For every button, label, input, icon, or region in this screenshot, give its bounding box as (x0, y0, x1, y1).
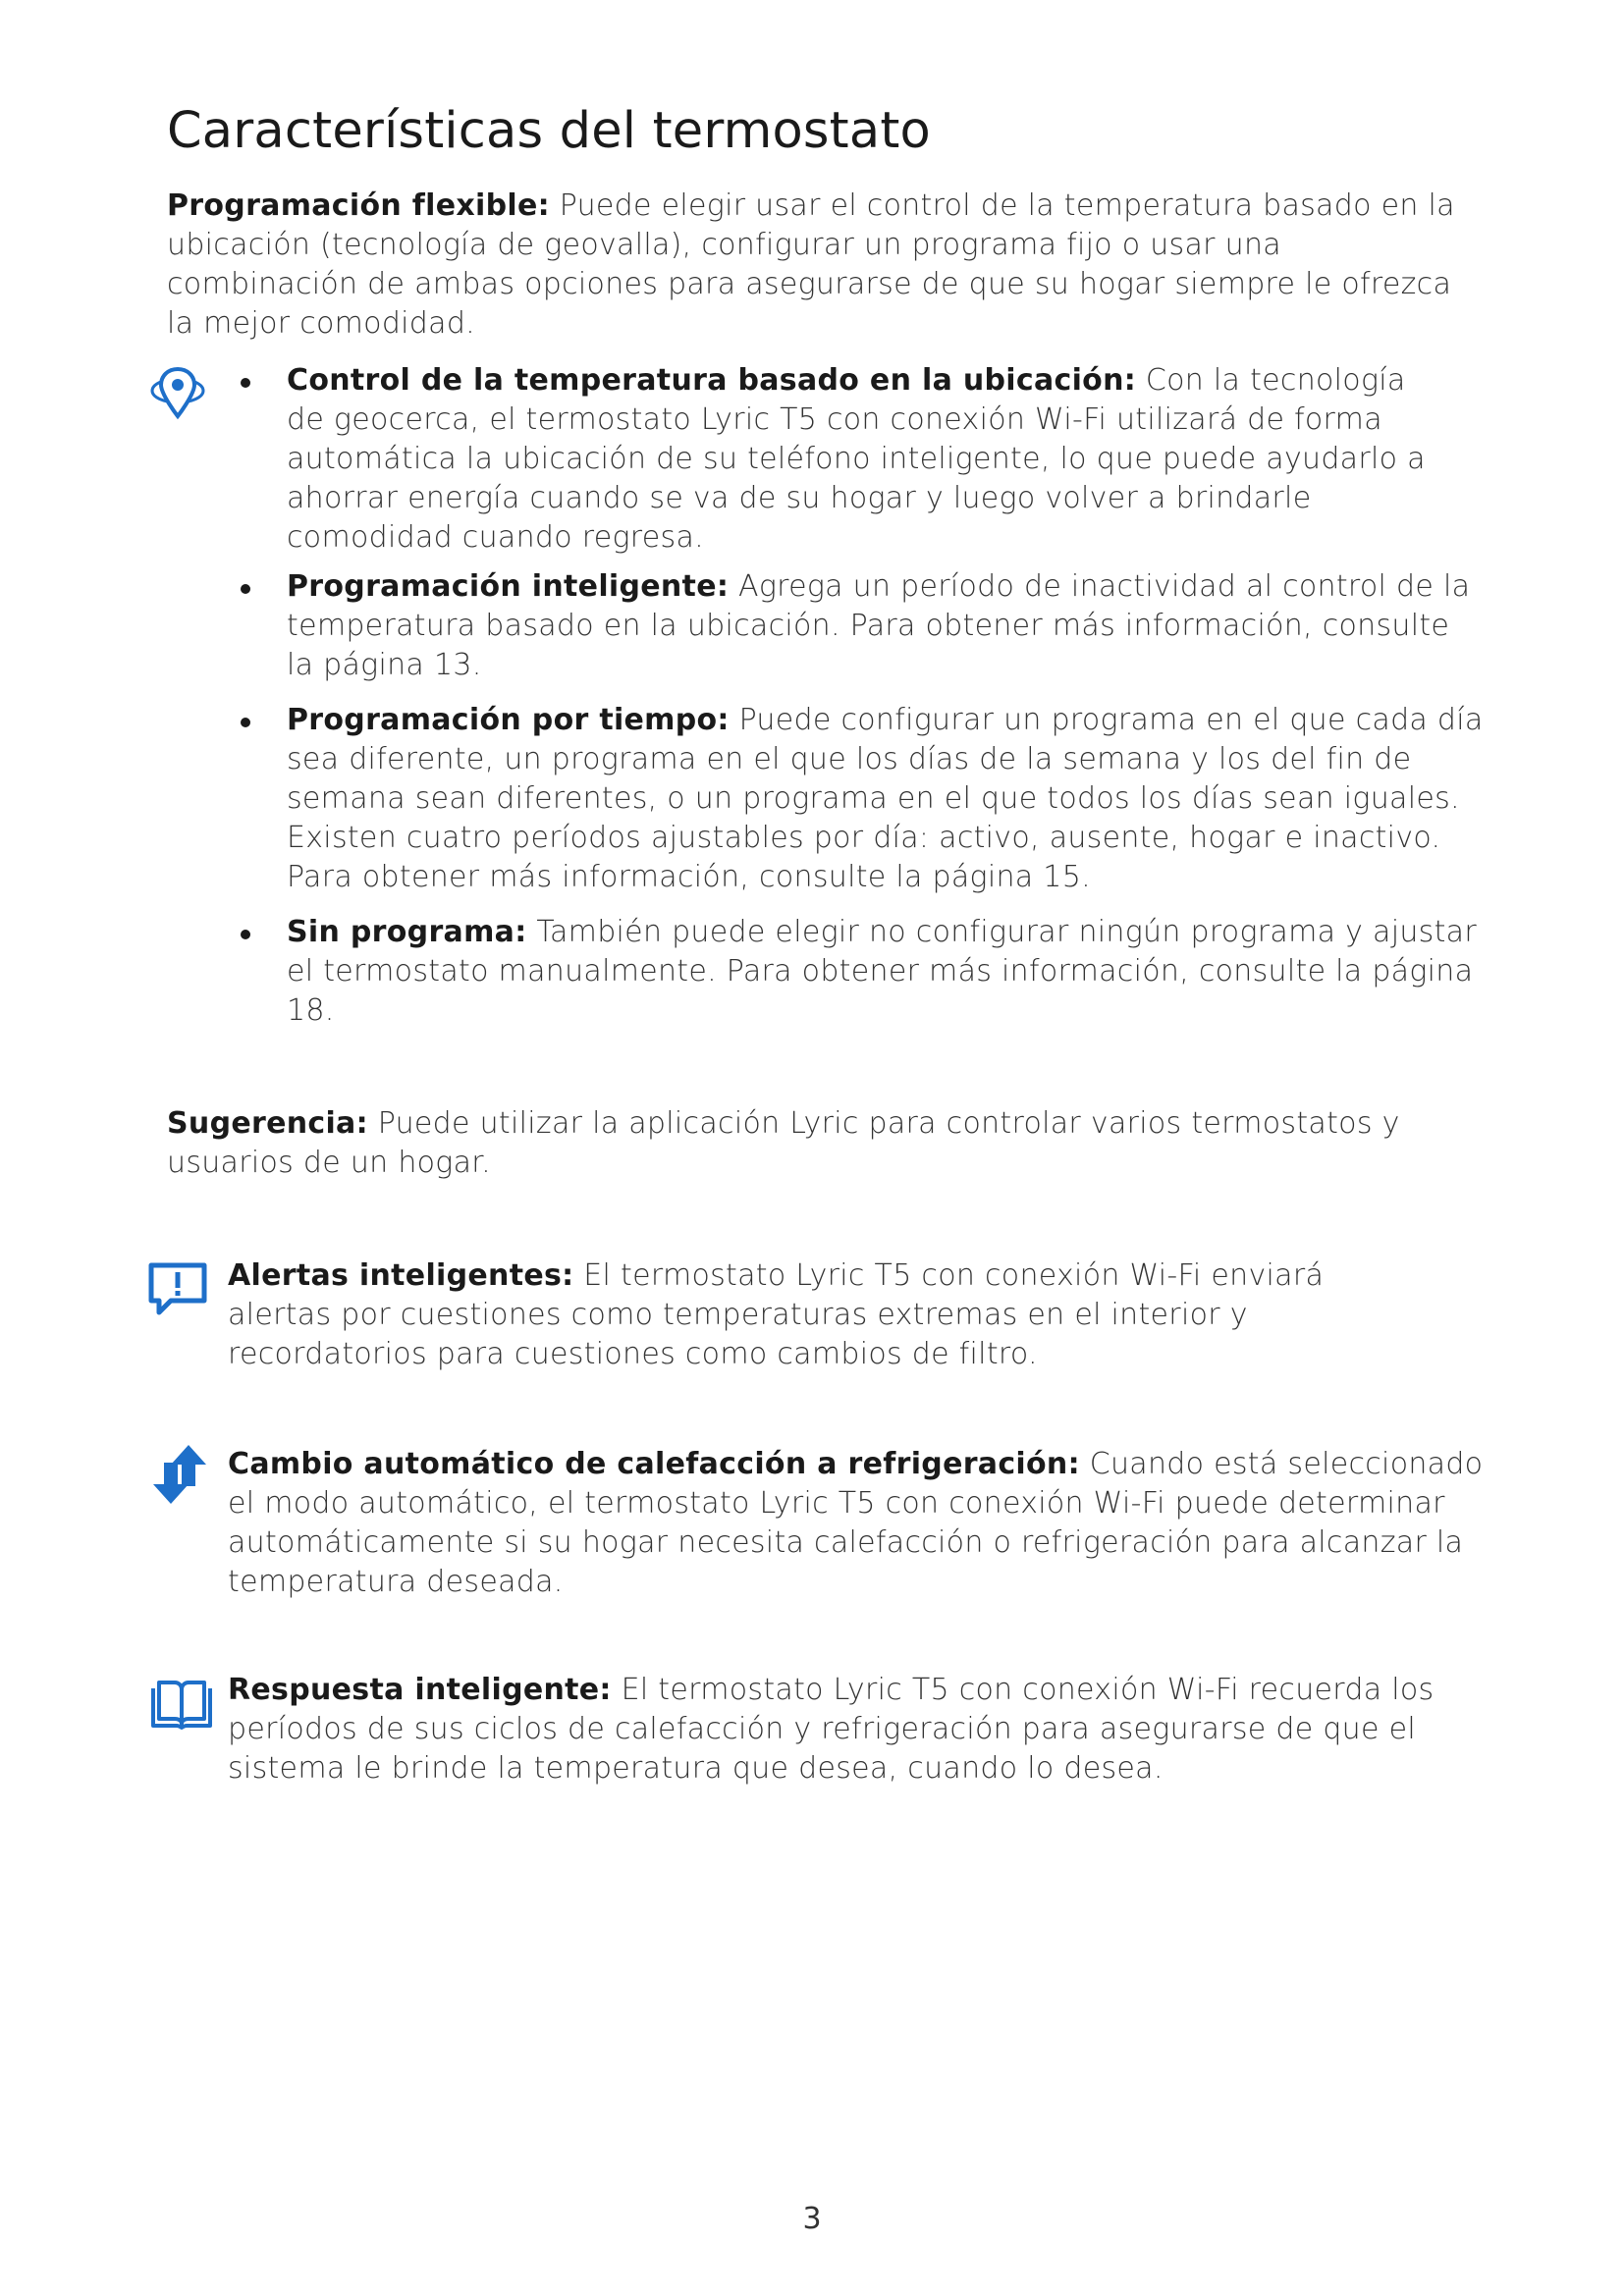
bullet-dot (241, 584, 250, 594)
bullet-location-control (287, 361, 1426, 558)
bullet-lead: Control de la temperatura basado en la ubicación: (287, 363, 1137, 398)
bullet-lead: Programación por tiempo: (287, 703, 730, 737)
bullet-time-scheduling (287, 701, 1494, 897)
bullet-text: Con la tecnología de geocerca, el termostato Lyric T5 con conexión Wi-Fi utilizará de forma automática la ubicación de su teléfono inteligente, lo que puede ayudarlo a ahorrar energía cuando se va de su hogar y luego volver a brindarle comodidad cuando regresa. (287, 363, 1426, 555)
book-icon (149, 1679, 214, 1732)
alert-icon (147, 1261, 208, 1318)
smart-response-paragraph (228, 1671, 1435, 1789)
bullet-no-schedule (287, 913, 1494, 1031)
feature-lead: Cambio automático de calefacción a refrigeración: (228, 1447, 1080, 1481)
bullet-lead: Programación inteligente: (287, 569, 730, 604)
page-title: Características del termostato (167, 102, 931, 160)
bullet-smart-scheduling (287, 567, 1475, 685)
bullet-text: Agrega un período de inactividad al control de la temperatura basado en la ubicación. Para obtener más información, consulte la página 13. (287, 569, 1471, 682)
auto-changeover-paragraph (228, 1445, 1504, 1602)
smart-alerts-paragraph (228, 1256, 1435, 1374)
page-number: 3 (802, 2202, 822, 2236)
bullet-dot (241, 378, 250, 388)
suggestion-paragraph (167, 1104, 1434, 1183)
bullet-text: También puede elegir no configurar ningún programa y ajustar el termostato manualmente. Para obtener más información, consulte la página 18. (287, 915, 1477, 1028)
bullet-text: Puede configurar un programa en el que cada día sea diferente, un programa en el que los días de la semana y los del fin de semana sean diferentes, o un programa en el que todos los días sean iguales. Existen cuatro períodos ajustables por día: activo, ausente, hogar e inactivo. Para obtener más información, consulte la página 15. (287, 703, 1484, 894)
suggestion-text: Puede utilizar la aplicación Lyric para controlar varios termostatos y usuarios de un hogar. (167, 1106, 1400, 1180)
feature-text: El termostato Lyric T5 con conexión Wi-Fi recuerda los períodos de sus ciclos de calefacción y refrigeración para asegurarse de que el sistema le brinde la temperatura que desea, cuando lo desea. (228, 1673, 1435, 1786)
bullet-dot (241, 718, 250, 727)
bullet-lead: Sin programa: (287, 915, 527, 949)
feature-text: El termostato Lyric T5 con conexión Wi-Fi enviará alertas por cuestiones como temperaturas extremas en el interior y recordatorios para cuestiones como cambios de filtro. (228, 1258, 1325, 1371)
changeover-arrows-icon (149, 1443, 210, 1506)
feature-lead: Alertas inteligentes: (228, 1258, 574, 1293)
flexible-programming-paragraph (167, 187, 1463, 344)
geofence-location-icon (147, 363, 208, 424)
feature-text: Cuando está seleccionado el modo automático, el termostato Lyric T5 con conexión Wi-Fi puede determinar automáticamente si su hogar necesita calefacción o refrigeración para alcanzar la temperatura deseada. (228, 1447, 1484, 1599)
bullet-dot (241, 930, 250, 939)
flexible-programming-lead: Programación flexible: (167, 188, 550, 223)
feature-lead: Respuesta inteligente: (228, 1673, 612, 1707)
flexible-programming-text: Puede elegir usar el control de la temperatura basado en la ubicación (tecnología de geovalla), configurar un programa fijo o usar una combinación de ambas opciones para asegurarse de que su hogar siempre le ofrezca la mejor comodidad. (167, 188, 1455, 341)
suggestion-lead: Sugerencia: (167, 1106, 368, 1141)
